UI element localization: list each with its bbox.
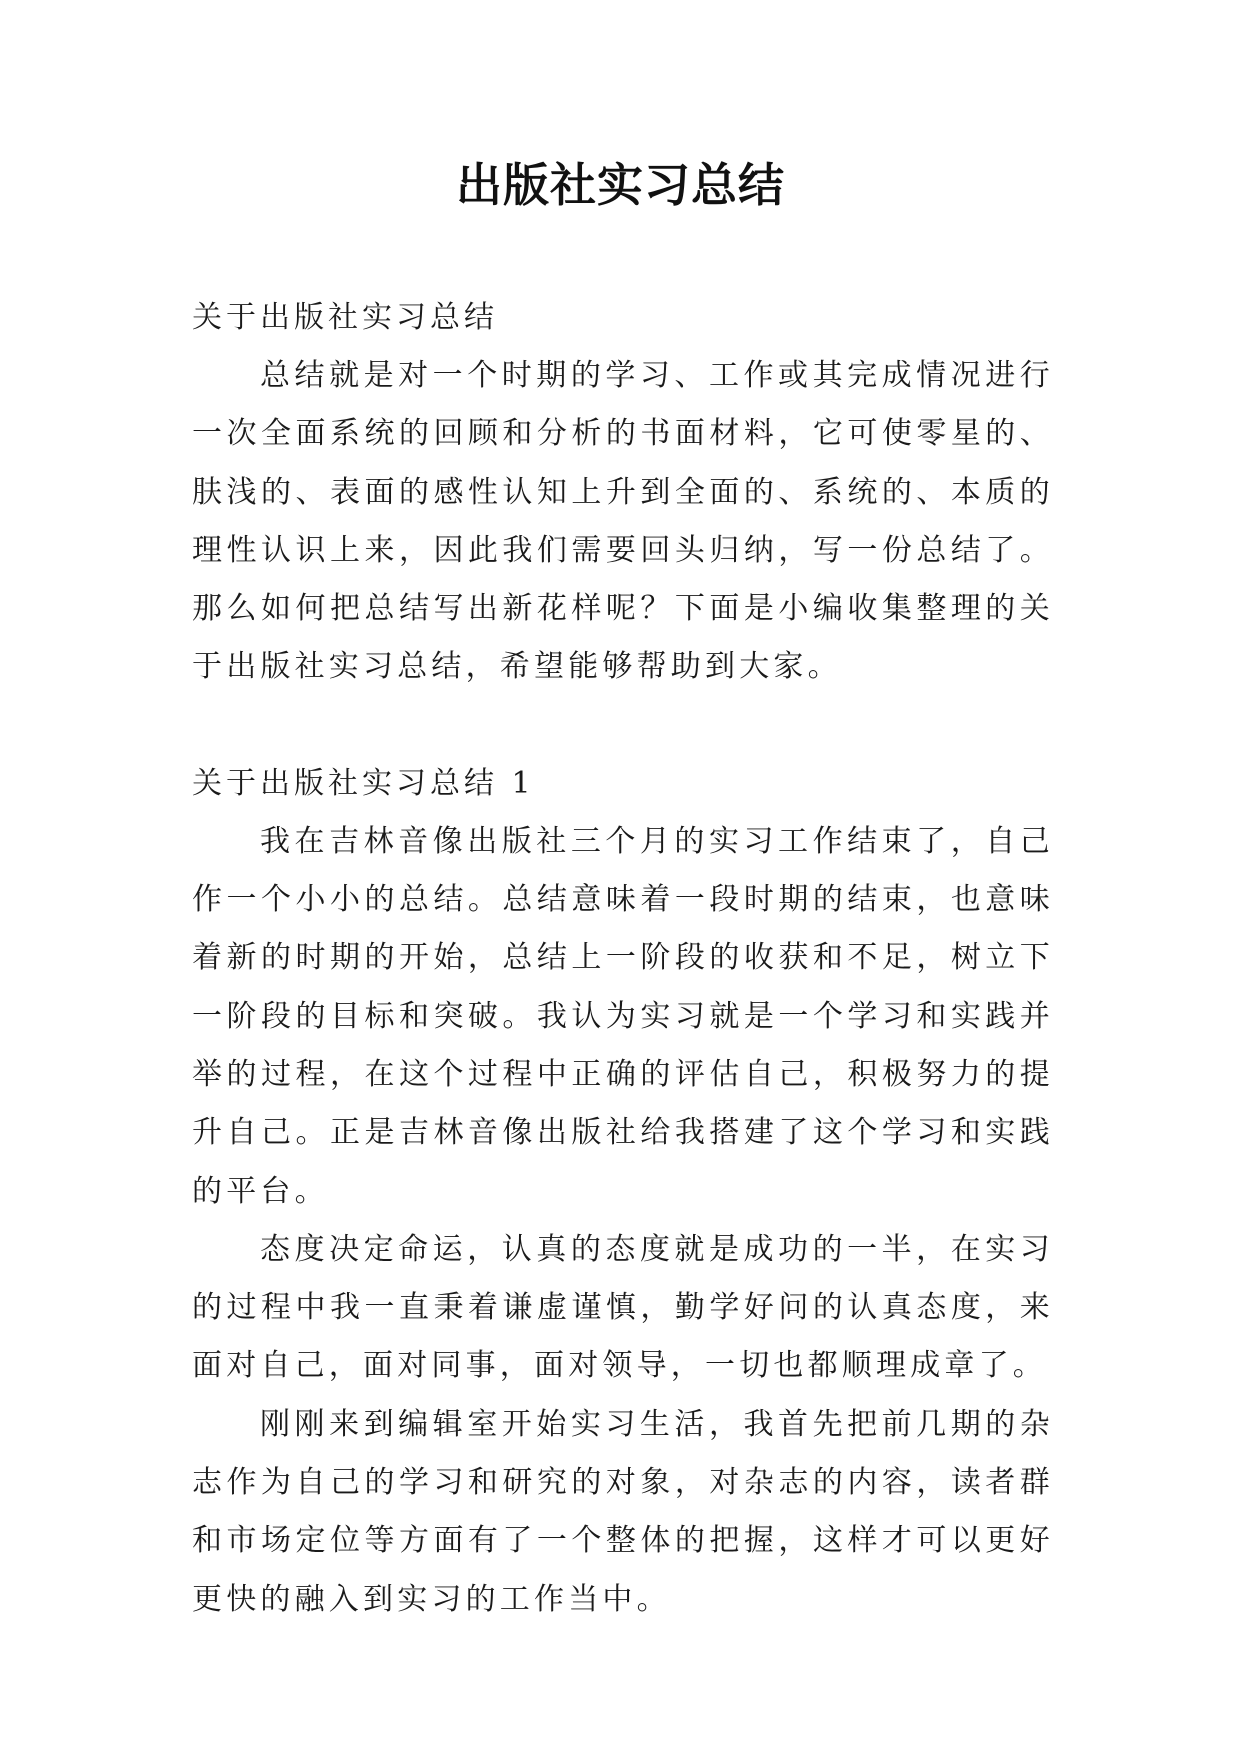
section-heading: 关于出版社实习总结 xyxy=(192,300,498,335)
document-body xyxy=(192,289,1054,1629)
body-paragraph: 总结就是对一个时期的学习、工作或其完成情况进行一次全面系统的回顾和分析的书面材料，它可使零星的、肤浅的、表面的感性认知上升到全面的、系统的、本质的理性认识上来，因此我们需要回头归纳，写一份总结了。那么如何把总结写出新花样呢？下面是小编收集整理的关于出版社实习总结，希望能够帮助到大家。 xyxy=(192,358,1054,685)
body-paragraph: 刚刚来到编辑室开始实习生活，我首先把前几期的杂志作为自己的学习和研究的对象，对杂志的内容，读者群和市场定位等方面有了一个整体的把握，这样才可以更好更快的融入到实习的工作当中。 xyxy=(192,1406,1054,1617)
document-title: 出版社实习总结 xyxy=(456,158,785,212)
body-paragraph: 我在吉林音像出版社三个月的实习工作结束了，自己作一个小小的总结。总结意味着一段时期的结束，也意味着新的时期的开始，总结上一阶段的收获和不足，树立下一阶段的目标和突破。我认为实习就是一个学习和实践并举的过程，在这个过程中正确的评估自己，积极努力的提升自己。正是吉林音像出版社给我搭建了这个学习和实践的平台。 xyxy=(192,823,1054,1209)
section-spacer xyxy=(192,697,1054,755)
section-heading: 关于出版社实习总结 1 xyxy=(192,765,535,801)
body-paragraph: 态度决定命运，认真的态度就是成功的一半，在实习的过程中我一直秉着谦虚谨慎，勤学好问的认真态度，来面对自己，面对同事，面对领导，一切也都顺理成章了。 xyxy=(192,1231,1054,1384)
